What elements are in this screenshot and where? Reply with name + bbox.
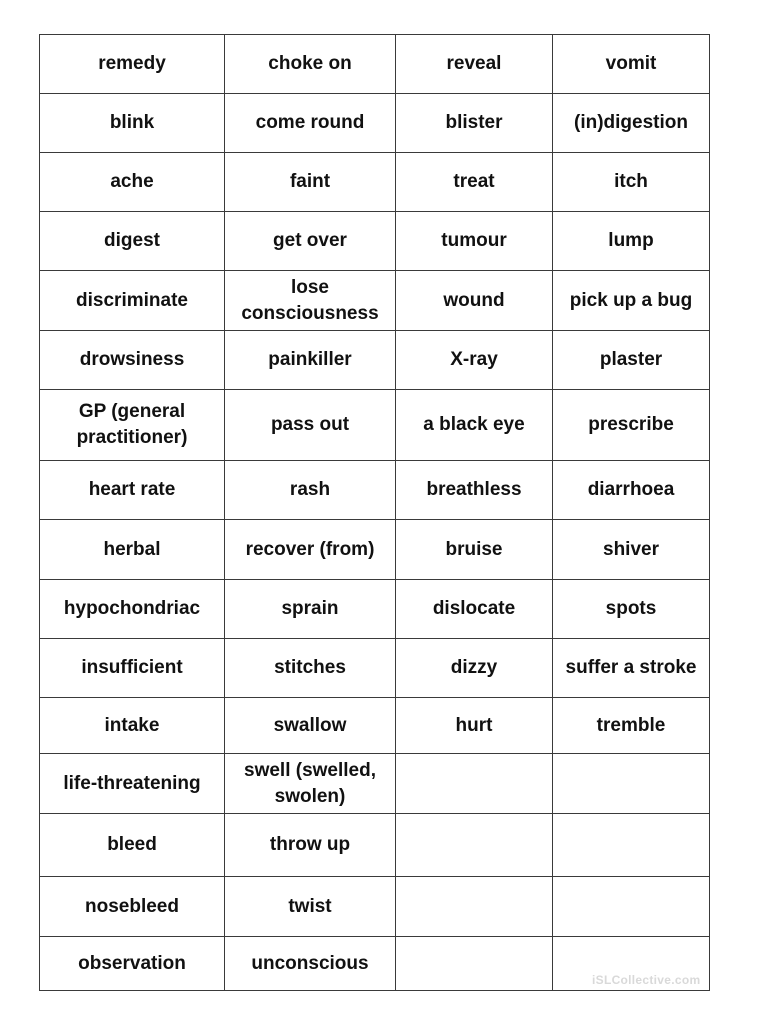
table-cell: nosebleed — [40, 877, 225, 937]
table-cell: rash — [225, 461, 396, 520]
table-cell: blink — [40, 94, 225, 153]
table-row — [40, 271, 710, 331]
table-cell: digest — [40, 212, 225, 271]
table-row — [40, 212, 710, 271]
table-cell: discriminate — [40, 271, 225, 331]
table-cell: tremble — [553, 698, 710, 754]
table-cell — [396, 754, 553, 814]
table-cell: spots — [553, 580, 710, 639]
table-cell: swallow — [225, 698, 396, 754]
table-row — [40, 754, 710, 814]
table-cell: choke on — [225, 35, 396, 94]
table-cell: tumour — [396, 212, 553, 271]
table-cell: bruise — [396, 520, 553, 580]
table-cell: GP (general practitioner) — [40, 390, 225, 461]
table-cell: drowsiness — [40, 331, 225, 390]
table-cell: breathless — [396, 461, 553, 520]
table-cell: get over — [225, 212, 396, 271]
table-cell: observation — [40, 937, 225, 991]
table-cell: heart rate — [40, 461, 225, 520]
table-cell: ache — [40, 153, 225, 212]
table-cell: dislocate — [396, 580, 553, 639]
table-cell: pick up a bug — [553, 271, 710, 331]
table-row — [40, 814, 710, 877]
table-cell: dizzy — [396, 639, 553, 698]
table-cell: X-ray — [396, 331, 553, 390]
table-cell: twist — [225, 877, 396, 937]
table-cell: vomit — [553, 35, 710, 94]
table-cell: lose consciousness — [225, 271, 396, 331]
table-cell: life-threatening — [40, 754, 225, 814]
table-cell — [396, 937, 553, 991]
table-cell: hypochondriac — [40, 580, 225, 639]
table-cell: a black eye — [396, 390, 553, 461]
table-cell: prescribe — [553, 390, 710, 461]
table-cell: treat — [396, 153, 553, 212]
table-cell: pass out — [225, 390, 396, 461]
table-row — [40, 94, 710, 153]
table-cell: stitches — [225, 639, 396, 698]
table-cell: suffer a stroke — [553, 639, 710, 698]
table-cell: lump — [553, 212, 710, 271]
table-cell — [396, 814, 553, 877]
table-row — [40, 461, 710, 520]
table-cell: plaster — [553, 331, 710, 390]
table-cell: intake — [40, 698, 225, 754]
table-row — [40, 698, 710, 754]
table-cell: wound — [396, 271, 553, 331]
table-cell: unconscious — [225, 937, 396, 991]
table-row — [40, 520, 710, 580]
table-cell: bleed — [40, 814, 225, 877]
table-cell — [553, 754, 710, 814]
table-cell: come round — [225, 94, 396, 153]
vocabulary-table-body — [40, 35, 710, 991]
table-cell — [553, 814, 710, 877]
table-row — [40, 331, 710, 390]
table-cell — [396, 877, 553, 937]
table-cell: swell (swelled, swolen) — [225, 754, 396, 814]
table-cell: throw up — [225, 814, 396, 877]
table-cell — [553, 877, 710, 937]
table-cell: (in)digestion — [553, 94, 710, 153]
table-row — [40, 877, 710, 937]
table-cell: itch — [553, 153, 710, 212]
table-row — [40, 639, 710, 698]
table-cell: remedy — [40, 35, 225, 94]
table-cell: diarrhoea — [553, 461, 710, 520]
table-cell: insufficient — [40, 639, 225, 698]
table-cell: hurt — [396, 698, 553, 754]
table-row — [40, 390, 710, 461]
table-cell: recover (from) — [225, 520, 396, 580]
watermark: iSLCollective.com — [592, 973, 701, 987]
table-cell: reveal — [396, 35, 553, 94]
vocabulary-table — [39, 34, 710, 991]
table-cell: blister — [396, 94, 553, 153]
table-row — [40, 580, 710, 639]
table-row — [40, 153, 710, 212]
table-cell: faint — [225, 153, 396, 212]
table-cell: sprain — [225, 580, 396, 639]
table-cell: herbal — [40, 520, 225, 580]
table-cell: shiver — [553, 520, 710, 580]
table-cell: painkiller — [225, 331, 396, 390]
table-row — [40, 35, 710, 94]
